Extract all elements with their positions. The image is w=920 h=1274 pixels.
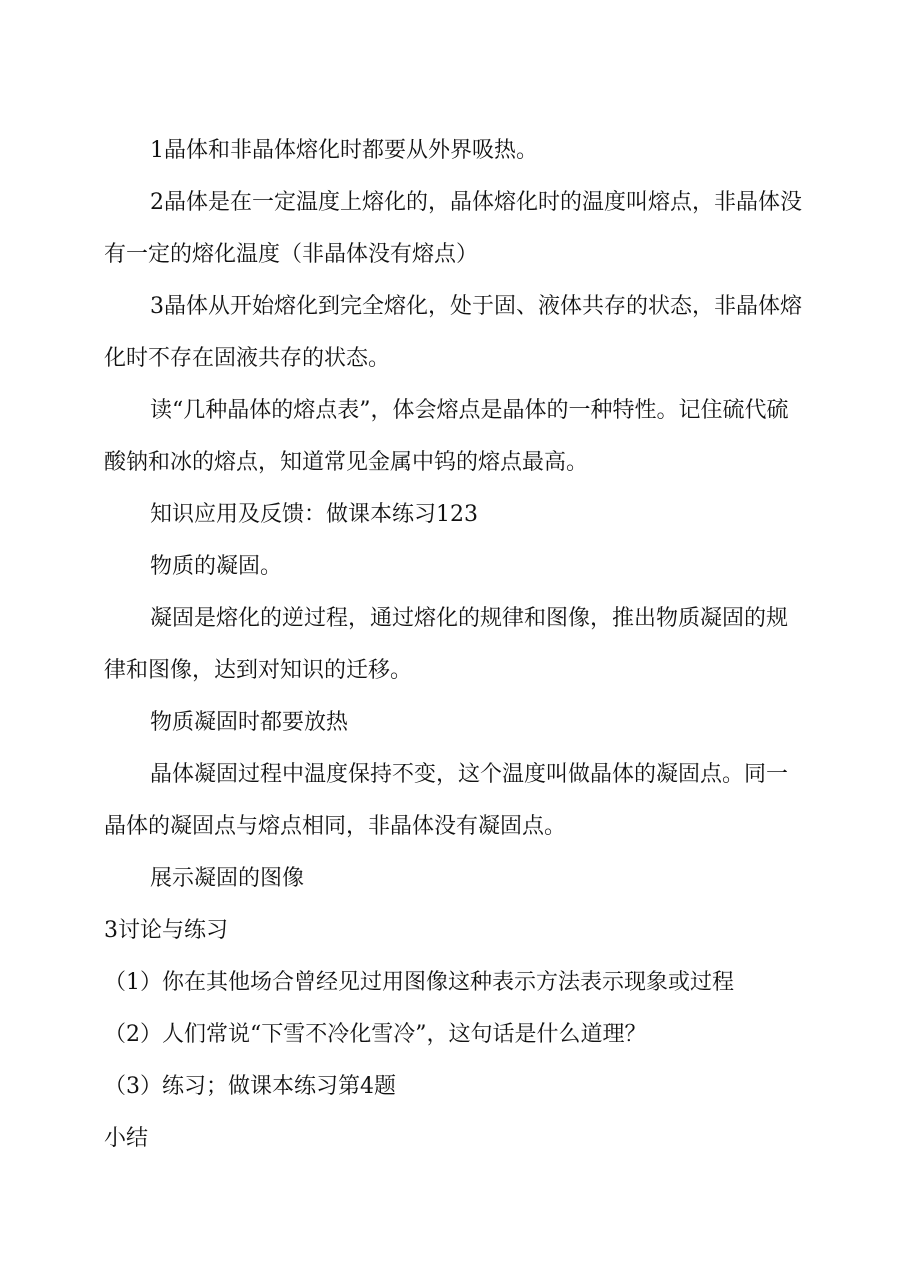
question-item: （3）练习；做课本练习第4题	[104, 1074, 396, 1099]
paragraph-melting-point-table: 读“几种晶体的熔点表”，体会熔点是晶体的一种特性。记住硫代硫酸钠和冰的熔点，知道常见金属中钨的熔点最高。	[104, 398, 789, 475]
paragraph-coexistence-state: 3晶体从开始熔化到完全熔化，处于固、液体共存的状态，非晶体熔化时不存在固液共存的状态。	[104, 294, 802, 371]
document-body	[104, 125, 804, 1165]
paragraph-solidification-releases-heat: 物质凝固时都要放热	[150, 710, 349, 735]
paragraph-knowledge-application: 知识应用及反馈：做课本练习123	[150, 502, 478, 527]
question-item: （1）你在其他场合曾经见过用图像这种表示方法表示现象或过程	[104, 970, 734, 995]
paragraph-freezing-point: 晶体凝固过程中温度保持不变，这个温度叫做晶体的凝固点。同一晶体的凝固点与熔点相同，非晶体没有凝固点。	[104, 762, 789, 839]
question-item: （2）人们常说“下雪不冷化雪冷”，这句话是什么道理？	[104, 1022, 647, 1047]
section-heading-discussion: 3讨论与练习	[104, 918, 228, 943]
summary-heading: 小结	[104, 1126, 149, 1151]
paragraph-show-graph: 展示凝固的图像	[150, 866, 305, 891]
paragraph-solidification-title: 物质的凝固。	[150, 554, 283, 579]
paragraph-solidification-inverse: 凝固是熔化的逆过程，通过熔化的规律和图像，推出物质凝固的规律和图像，达到对知识的迁移。	[104, 606, 789, 683]
paragraph-crystal-absorb-heat: 1晶体和非晶体熔化时都要从外界吸热。	[150, 138, 538, 163]
paragraph-melting-point: 2晶体是在一定温度上熔化的，晶体熔化时的温度叫熔点，非晶体没有一定的熔化温度（非晶体没有熔点）	[104, 190, 802, 267]
